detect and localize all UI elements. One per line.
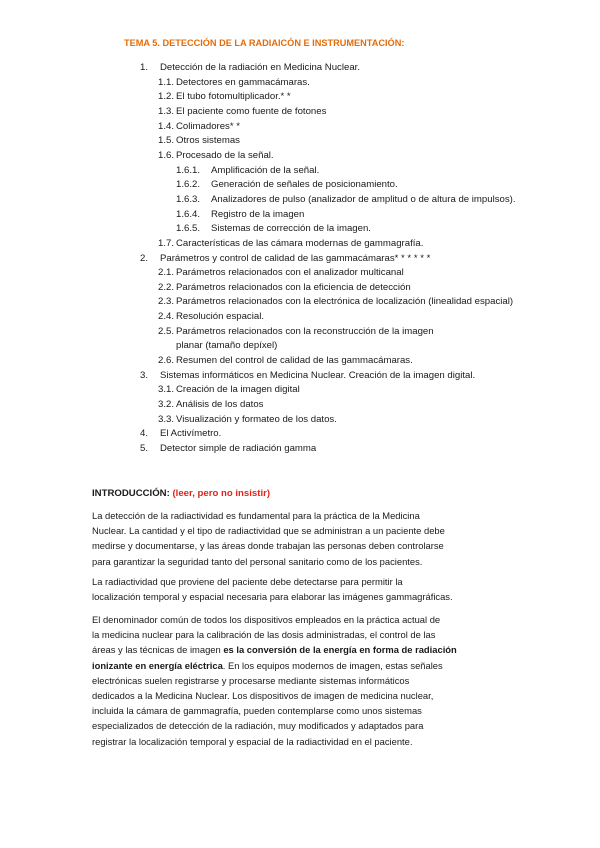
toc-item-number: 1.6.4. (176, 208, 201, 220)
paragraph-line: El denominador común de todos los dispositivos empleados en la práctica actual de (92, 614, 441, 625)
paragraph-line (92, 642, 510, 657)
toc-item-text: Creación de la imagen digital (176, 384, 300, 396)
toc-item-text: Generación de señales de posicionamiento. (211, 179, 398, 191)
toc-item (158, 267, 404, 279)
toc-item (176, 340, 277, 352)
paragraph-line: dedicados a la Medicina Nuclear. Los dispositivos de imagen de medicina nuclear, (92, 690, 434, 702)
toc-item-text: Colimadores* * (176, 120, 240, 132)
toc-item-number: 4. (140, 428, 149, 440)
toc-item-text: Resolución espacial. (176, 311, 264, 323)
toc-item-text: Parámetros relacionados con la eficiencia de detección (176, 281, 411, 293)
toc-item-text: Parámetros relacionados con el analizador multicanal (176, 267, 404, 279)
toc-item-number: 1. (140, 62, 149, 73)
toc-item-number: 2.1. (158, 267, 175, 279)
document-title: TEMA 5. DETECCIÓN DE LA RADIAICÓN E INSTRUMENTACIÓN: (124, 38, 405, 48)
toc-item-text: Parámetros relacionados con la electrónica de localización (linealidad espacial) (176, 296, 514, 308)
toc-item-number: 3.1. (158, 384, 175, 396)
toc-item-number: 2.3. (158, 296, 175, 308)
toc-item-number: 2.5. (158, 325, 175, 337)
toc-item-text: El Activímetro. (160, 428, 222, 440)
toc-item (158, 106, 326, 118)
toc-item-number: 2.4. (158, 311, 175, 323)
toc-item-number: 1.7. (158, 237, 175, 249)
toc-item (158, 238, 423, 250)
toc-item (158, 121, 240, 133)
paragraph-1 (92, 508, 510, 569)
toc-item-number: 1.6.5. (176, 223, 201, 235)
toc-item-text: Amplificación de la señal. (211, 164, 320, 176)
toc-item-number: 3.2. (158, 398, 175, 410)
toc-item (158, 150, 274, 162)
toc-item-number: 1.4. (158, 120, 175, 132)
toc-item (158, 282, 411, 294)
toc-item (176, 165, 319, 177)
toc-item-number: 1.6.3. (176, 193, 201, 205)
toc-item-text: Analizadores de pulso (analizador de amplitud o de altura de impulsos). (211, 193, 516, 205)
toc-item-text: Detectores en gammacámaras. (176, 76, 310, 88)
toc-item-number: 1.6.1. (176, 164, 201, 176)
toc-item (158, 311, 264, 323)
intro-heading-note: (leer, pero no insistir) (172, 488, 271, 499)
toc-item-text: El paciente como fuente de fotones (176, 106, 327, 117)
toc-item-number: 3.3. (158, 413, 175, 425)
toc-item-number: 5. (140, 442, 149, 454)
toc-item (158, 355, 413, 367)
toc-item-text: El tubo fotomultiplicador.* * (176, 91, 291, 103)
toc-item (158, 414, 337, 426)
toc-item-text: Parámetros relacionados con la reconstrucción de la imagen (176, 325, 434, 337)
toc-item-number: 1.5. (158, 135, 175, 147)
toc-item-text: Otros sistemas (176, 135, 240, 147)
toc-item (158, 91, 291, 103)
toc-item-text: Visualización y formateo de los datos. (176, 413, 337, 425)
toc-item-number: 2.2. (158, 281, 175, 293)
paragraph-line: electrónicas suelen registrarse y procesarse mediante sistemas informáticos (92, 674, 410, 686)
toc-item-number: 1.6. (158, 149, 175, 161)
paragraph-line: La radiactividad que proviene del paciente debe detectarse para permitir la (92, 576, 403, 587)
toc-item (158, 326, 434, 338)
toc-item-text: Resumen del control de calidad de las gammacámaras. (176, 355, 413, 366)
paragraph-bold-text: es la conversión de la energía en forma de radiación (223, 644, 457, 656)
paragraph-line: La detección de la radiactividad es fundamental para la práctica de la Medicina (92, 510, 420, 521)
paragraph-3 (92, 612, 510, 749)
toc-item (158, 77, 310, 89)
toc-item-text: Sistemas informáticos en Medicina Nuclear. Creación de la imagen digital. (160, 369, 476, 381)
paragraph-text: áreas y las técnicas de imagen (92, 644, 224, 656)
toc-item-text: Características de las cámara modernas de gammagrafía. (176, 237, 424, 249)
paragraph-line (92, 658, 510, 673)
toc-item-number: 3. (140, 369, 149, 381)
intro-heading-label: INTRODUCCIÓN: (92, 488, 170, 499)
paragraph-line: la medicina nuclear para la calibración de las dosis administradas, el control de las (92, 629, 436, 641)
toc-item-number: 2. (140, 252, 149, 264)
toc-item-text: planar (tamaño depíxel) (176, 340, 278, 352)
toc-item-text: Registro de la imagen (211, 208, 305, 220)
toc-item (176, 194, 516, 206)
paragraph-line: Nuclear. La cantidad y el tipo de radiactividad que se administran a un paciente debe (92, 525, 445, 537)
toc-item-text: Procesado de la señal. (176, 149, 274, 161)
paragraph-line: incluida la cámara de gammagrafía, pueden contemplarse como unos sistemas (92, 705, 422, 717)
toc-item (176, 223, 371, 235)
toc-item-number: 2.6. (158, 355, 175, 366)
toc-item-number: 1.1. (158, 76, 175, 88)
intro-heading (92, 488, 270, 499)
paragraph-line: localización temporal y espacial necesaria para elaborar las imágenes gammagráficas. (92, 591, 453, 603)
toc-item-number: 1.6.2. (176, 179, 201, 191)
paragraph-line: especializados de detección de la radiación, muy modificados y adaptados para (92, 720, 424, 732)
toc-item (176, 179, 398, 191)
paragraph-text: . En los equipos modernos de imagen, estas señales (222, 659, 443, 671)
paragraph-line: para garantizar la seguridad tanto del personal sanitario como de los pacientes. (92, 555, 423, 567)
paragraph-2 (92, 574, 510, 604)
paragraph-bold-text: ionizante en energía eléctrica (92, 659, 223, 671)
toc-item-number: 1.3. (158, 106, 175, 117)
toc-item-text: Sistemas de corrección de la imagen. (211, 223, 371, 235)
toc-item-text: Detector simple de radiación gamma (160, 442, 317, 454)
toc-item-text: Análisis de los datos (176, 398, 264, 410)
toc-item (176, 209, 304, 221)
paragraph-line: medirse y documentarse, y las áreas donde trabajan las personas deben controlarse (92, 540, 444, 552)
toc-item (158, 399, 263, 411)
toc-item (158, 135, 240, 147)
toc-item (158, 296, 513, 308)
toc-item-text: Detección de la radiación en Medicina Nuclear. (160, 62, 360, 73)
toc-item-number: 1.2. (158, 91, 175, 103)
paragraph-line: registrar la localización temporal y espacial de la radiactividad en el paciente. (92, 735, 413, 747)
toc-item-text: Parámetros y control de calidad de las gammacámaras* * * * * * (160, 252, 431, 264)
toc-item (158, 384, 300, 396)
